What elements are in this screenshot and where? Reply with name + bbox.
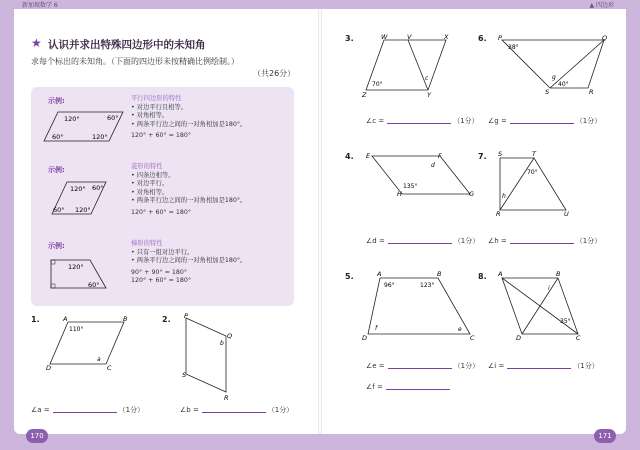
- example-point: • 四条边相等。: [131, 171, 175, 179]
- given-angle: 123°: [420, 282, 435, 289]
- answer-blank[interactable]: [388, 243, 452, 244]
- vertex-label: C: [107, 364, 112, 372]
- question-2-figure: [180, 312, 236, 402]
- given-angle: 70°: [372, 81, 383, 88]
- vertex-label: H: [397, 190, 402, 198]
- vertex-label: G: [469, 190, 475, 198]
- example-properties-1: [131, 95, 246, 141]
- vertex-label: A: [63, 315, 68, 323]
- answer-blank[interactable]: [202, 412, 266, 413]
- answer-label: ∠f =: [366, 383, 383, 391]
- vertex-label: B: [556, 270, 561, 278]
- vertex-label: B: [123, 315, 128, 323]
- angle-label: 120°: [92, 133, 108, 141]
- vertex-label: S: [182, 371, 187, 379]
- left-header: 新加坡数学 6: [22, 2, 58, 9]
- exercise-instruction: 求每个标出的未知角。（下面的四边形未按精确比例绘制。）: [31, 57, 239, 66]
- vertex-label: Q: [602, 34, 608, 42]
- angle-label: 60°: [53, 206, 65, 214]
- question-number-5: 5.: [345, 272, 354, 281]
- vertex-label: D: [516, 334, 522, 342]
- question-3-figure: [362, 34, 454, 98]
- example-properties-2: [131, 163, 246, 217]
- example-label-1: 示例:: [48, 97, 65, 105]
- answer-label: ∠e =: [366, 362, 385, 370]
- answer-row-d: [366, 236, 479, 246]
- question-5-figure: [362, 268, 478, 340]
- question-number-2: 2.: [162, 315, 171, 324]
- question-number-8: 8.: [478, 272, 487, 281]
- right-header: [589, 0, 614, 9]
- unknown-angle: i: [548, 285, 550, 292]
- answer-label: ∠a =: [31, 406, 50, 414]
- example-equation: 120° + 60° = 180°: [131, 277, 192, 284]
- answer-blank[interactable]: [510, 243, 574, 244]
- vertex-label: V: [407, 33, 412, 41]
- unknown-angle: f: [375, 325, 378, 332]
- vertex-label: C: [470, 334, 475, 342]
- given-angle: 35°: [560, 318, 571, 325]
- unknown-angle: a: [97, 356, 101, 363]
- answer-label: ∠g =: [488, 117, 507, 125]
- answer-marks: （1分）: [453, 362, 480, 370]
- example-equation: 90° + 90° = 180°: [131, 268, 188, 276]
- answer-blank[interactable]: [507, 368, 571, 369]
- example-point: • 两条平行边之间的一对角相加是180°。: [131, 257, 247, 264]
- question-1-figure: [46, 316, 130, 372]
- answer-label: ∠b =: [180, 406, 199, 414]
- rhombus-figure: [50, 179, 110, 219]
- page-number-left: 170: [26, 429, 48, 443]
- answer-row-b: [180, 405, 293, 415]
- example-point: • 两条平行边之间的一对角相加是180°。: [131, 120, 247, 128]
- vertex-label: R: [224, 394, 229, 402]
- answer-blank[interactable]: [53, 412, 117, 413]
- answer-label: ∠h =: [488, 237, 507, 245]
- answer-row-i: [488, 361, 599, 371]
- answer-blank[interactable]: [387, 123, 451, 124]
- example-point: • 对角相等。: [131, 188, 169, 196]
- exercise-title: 认识并求出特殊四边形中的未知角: [48, 39, 206, 51]
- vertex-label: W: [381, 33, 388, 41]
- parallelogram-figure: [44, 108, 124, 148]
- answer-blank[interactable]: [388, 368, 452, 369]
- angle-label: 120°: [75, 206, 91, 214]
- vertex-label: T: [532, 150, 536, 158]
- vertex-label: Y: [427, 91, 431, 99]
- angle-label: 60°: [52, 133, 64, 141]
- vertex-label: D: [362, 334, 368, 342]
- answer-row-a: [31, 405, 144, 415]
- vertex-label: S: [545, 88, 550, 96]
- unknown-angle: e: [458, 326, 462, 333]
- angle-label: 120°: [64, 115, 80, 123]
- given-angle: 38°: [508, 44, 519, 51]
- vertex-label: P: [498, 34, 502, 42]
- angle-label: 120°: [68, 263, 84, 271]
- example-point: • 两条平行边之间的一对角相加是180°。: [131, 197, 247, 204]
- given-angle: 96°: [384, 282, 395, 289]
- answer-marks: （1分）: [118, 406, 145, 414]
- question-number-6: 6.: [478, 34, 487, 43]
- given-angle: 70°: [527, 169, 538, 176]
- question-6-figure: [496, 34, 614, 96]
- example-equation: 120° + 60° = 180°: [131, 208, 192, 216]
- vertex-label: E: [366, 152, 371, 160]
- trapezium-figure: [48, 257, 110, 293]
- question-8-figure: [496, 268, 584, 340]
- vertex-label: R: [589, 88, 594, 96]
- vertex-label: P: [184, 312, 188, 320]
- answer-blank[interactable]: [386, 389, 450, 390]
- vertex-label: R: [496, 210, 501, 218]
- total-marks: （共26分）: [253, 69, 296, 78]
- example-heading: 梯形的特性: [131, 240, 163, 247]
- unknown-angle: d: [431, 162, 435, 169]
- question-number-7: 7.: [478, 152, 487, 161]
- answer-row-h: [488, 236, 601, 246]
- example-point: • 只有一组对边平行。: [131, 248, 194, 256]
- given-angle: 135°: [403, 183, 418, 190]
- answer-marks: （1分）: [575, 117, 602, 125]
- vertex-label: C: [576, 334, 581, 342]
- answer-row-c: [366, 116, 479, 126]
- answer-marks: （1分）: [453, 237, 480, 245]
- vertex-label: X: [444, 33, 449, 41]
- vertex-label: U: [564, 210, 569, 218]
- example-heading: 平行四边形的特性: [131, 95, 182, 102]
- answer-row-f: [366, 383, 452, 391]
- question-number-3: 3.: [345, 34, 354, 43]
- answer-marks: （1分）: [573, 362, 599, 370]
- answer-blank[interactable]: [510, 123, 574, 124]
- given-angle: 110°: [69, 326, 84, 333]
- example-point: • 对角相等。: [131, 112, 169, 119]
- question-7-figure: [494, 150, 576, 216]
- vertex-label: F: [438, 152, 442, 160]
- answer-marks: （1分）: [453, 117, 479, 125]
- star-icon: ★: [31, 36, 42, 50]
- vertex-label: D: [46, 364, 52, 372]
- answer-marks: （1分）: [575, 237, 602, 245]
- question-number-1: 1.: [31, 315, 40, 324]
- answer-marks: （1分）: [267, 406, 294, 414]
- unknown-angle: h: [502, 193, 506, 200]
- vertex-label: Q: [227, 332, 233, 340]
- angle-label: 120°: [70, 185, 86, 193]
- page-number-right: 171: [594, 429, 616, 443]
- example-properties-3: [131, 240, 246, 286]
- answer-label: ∠i =: [488, 362, 505, 370]
- book-gutter: [318, 9, 322, 434]
- vertex-label: A: [377, 270, 382, 278]
- answer-label: ∠c =: [366, 117, 385, 125]
- example-point: • 对边平行。: [131, 180, 169, 187]
- right-header-text: 四边形: [595, 2, 614, 9]
- question-4-figure: [362, 150, 474, 202]
- vertex-label: Z: [362, 91, 367, 99]
- given-angle: 40°: [558, 81, 569, 88]
- angle-label: 60°: [88, 281, 100, 289]
- angle-label: 60°: [107, 114, 119, 122]
- unknown-angle: g: [552, 74, 556, 81]
- example-equation: 120° + 60° = 180°: [131, 132, 192, 139]
- answer-row-e: [366, 361, 479, 371]
- example-point: • 对边平行且相等。: [131, 103, 188, 111]
- answer-label: ∠d =: [366, 237, 385, 245]
- unknown-angle: c: [425, 75, 429, 82]
- vertex-label: A: [498, 270, 503, 278]
- answer-row-g: [488, 116, 601, 126]
- vertex-label: S: [498, 150, 503, 158]
- example-heading: 菱形的特性: [131, 163, 163, 170]
- question-number-4: 4.: [345, 152, 354, 161]
- example-label-2: 示例:: [48, 166, 65, 174]
- vertex-label: B: [437, 270, 442, 278]
- angle-label: 60°: [92, 184, 104, 192]
- unknown-angle: b: [220, 340, 224, 347]
- triangle-icon: ▲: [589, 2, 595, 9]
- example-label-3: 示例:: [48, 242, 65, 250]
